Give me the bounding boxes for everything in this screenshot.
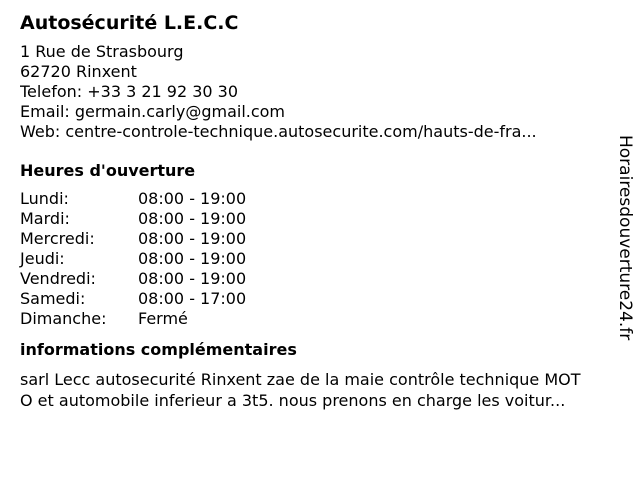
address-street: 1 Rue de Strasbourg [20,42,184,61]
hours-row-tuesday [20,209,610,229]
hours-row-friday [20,269,610,289]
hours-value: 08:00 - 19:00 [138,249,247,268]
opening-hours-table [20,189,610,329]
hours-value: 08:00 - 19:00 [138,269,247,288]
additional-info-line-2: O et automobile inferieur a 3t5. nous prenons en charge les voitur... [20,390,566,410]
additional-info-text [20,370,618,411]
day-label: Dimanche: [20,309,107,328]
additional-info-heading: informations complémentaires [20,340,297,359]
hours-value: 08:00 - 19:00 [138,209,247,228]
phone-number[interactable]: Telefon: +33 3 21 92 30 30 [20,82,239,101]
hours-value: Fermé [138,309,188,328]
hours-row-sunday [20,309,610,329]
business-name: Autosécurité L.E.C.C [20,12,239,34]
hours-row-saturday [20,289,610,309]
day-label: Jeudi: [20,249,65,268]
hours-row-wednesday [20,229,610,249]
day-label: Lundi: [20,189,69,208]
address-city: 62720 Rinxent [20,62,137,81]
hours-value: 08:00 - 19:00 [138,189,247,208]
hours-value: 08:00 - 17:00 [138,289,247,308]
email-address[interactable]: Email: germain.carly@gmail.com [20,102,286,121]
opening-hours-heading: Heures d'ouverture [20,161,196,180]
hours-value: 08:00 - 19:00 [138,229,247,248]
day-label: Mercredi: [20,229,95,248]
day-label: Mardi: [20,209,70,228]
watermark-text: Horairesdouverture24.fr [615,135,635,341]
website-link[interactable]: Web: centre-controle-technique.autosecurite.com/hauts-de-fra... [20,122,537,141]
additional-info-line-1: sarl Lecc autosecurité Rinxent zae de la maie contrôle technique MOT [20,370,581,389]
hours-row-monday [20,189,610,209]
day-label: Vendredi: [20,269,96,288]
day-label: Samedi: [20,289,86,308]
hours-row-thursday [20,249,610,269]
site-watermark [612,135,636,345]
business-card [20,10,610,411]
